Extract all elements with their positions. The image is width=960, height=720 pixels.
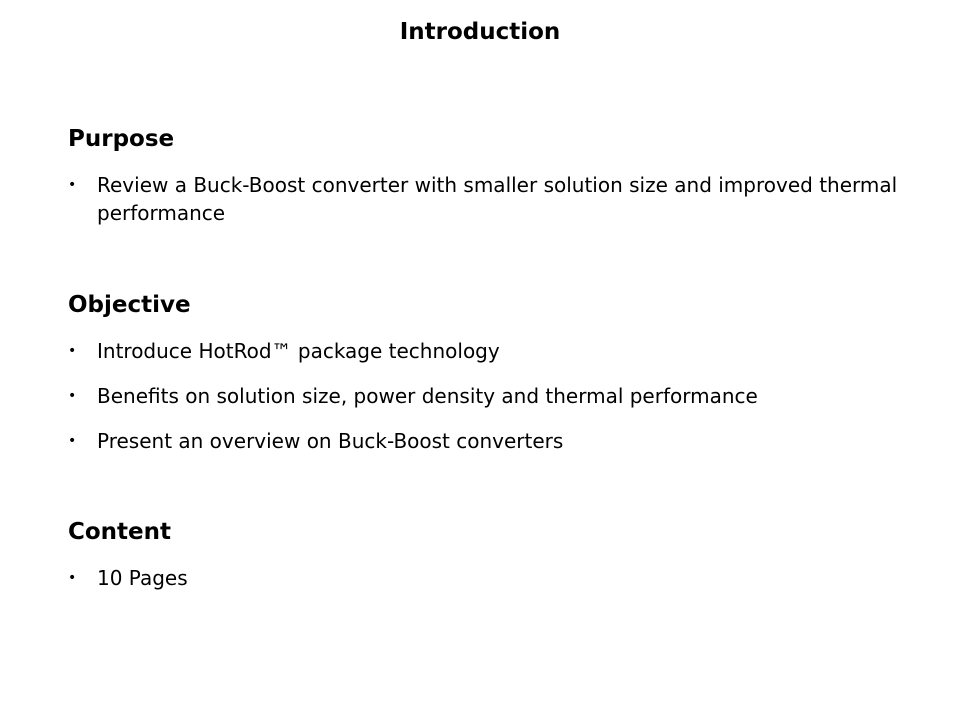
bullet-text: Benefits on solution size, power density and thermal performance	[97, 384, 758, 408]
bullet-icon: •	[68, 343, 77, 359]
bullet-list-objective	[68, 337, 928, 455]
bullet-icon: •	[68, 177, 77, 193]
section-purpose	[68, 124, 928, 227]
bullet-text: Present an overview on Buck-Boost converters	[97, 429, 564, 453]
bullet-item	[68, 337, 928, 365]
bullet-list-purpose	[68, 171, 928, 227]
bullet-text: 10 Pages	[97, 566, 188, 590]
section-heading-content: Content	[68, 519, 172, 545]
bullet-list-content	[68, 564, 928, 592]
bullet-item	[68, 382, 928, 410]
section-heading-objective: Objective	[68, 292, 191, 318]
bullet-text: Review a Buck-Boost converter with smaller solution size and improved thermal performance	[97, 173, 898, 225]
bullet-item	[68, 427, 928, 455]
slide-title: Introduction	[399, 19, 561, 45]
bullet-item	[68, 564, 928, 592]
bullet-text: Introduce HotRod™ package technology	[97, 339, 500, 363]
section-heading-purpose: Purpose	[68, 126, 175, 152]
bullet-item	[68, 171, 928, 227]
bullet-icon: •	[68, 388, 77, 404]
section-content	[68, 517, 928, 592]
bullet-icon: •	[68, 433, 77, 449]
section-objective	[68, 290, 928, 455]
bullet-icon: •	[68, 570, 77, 586]
